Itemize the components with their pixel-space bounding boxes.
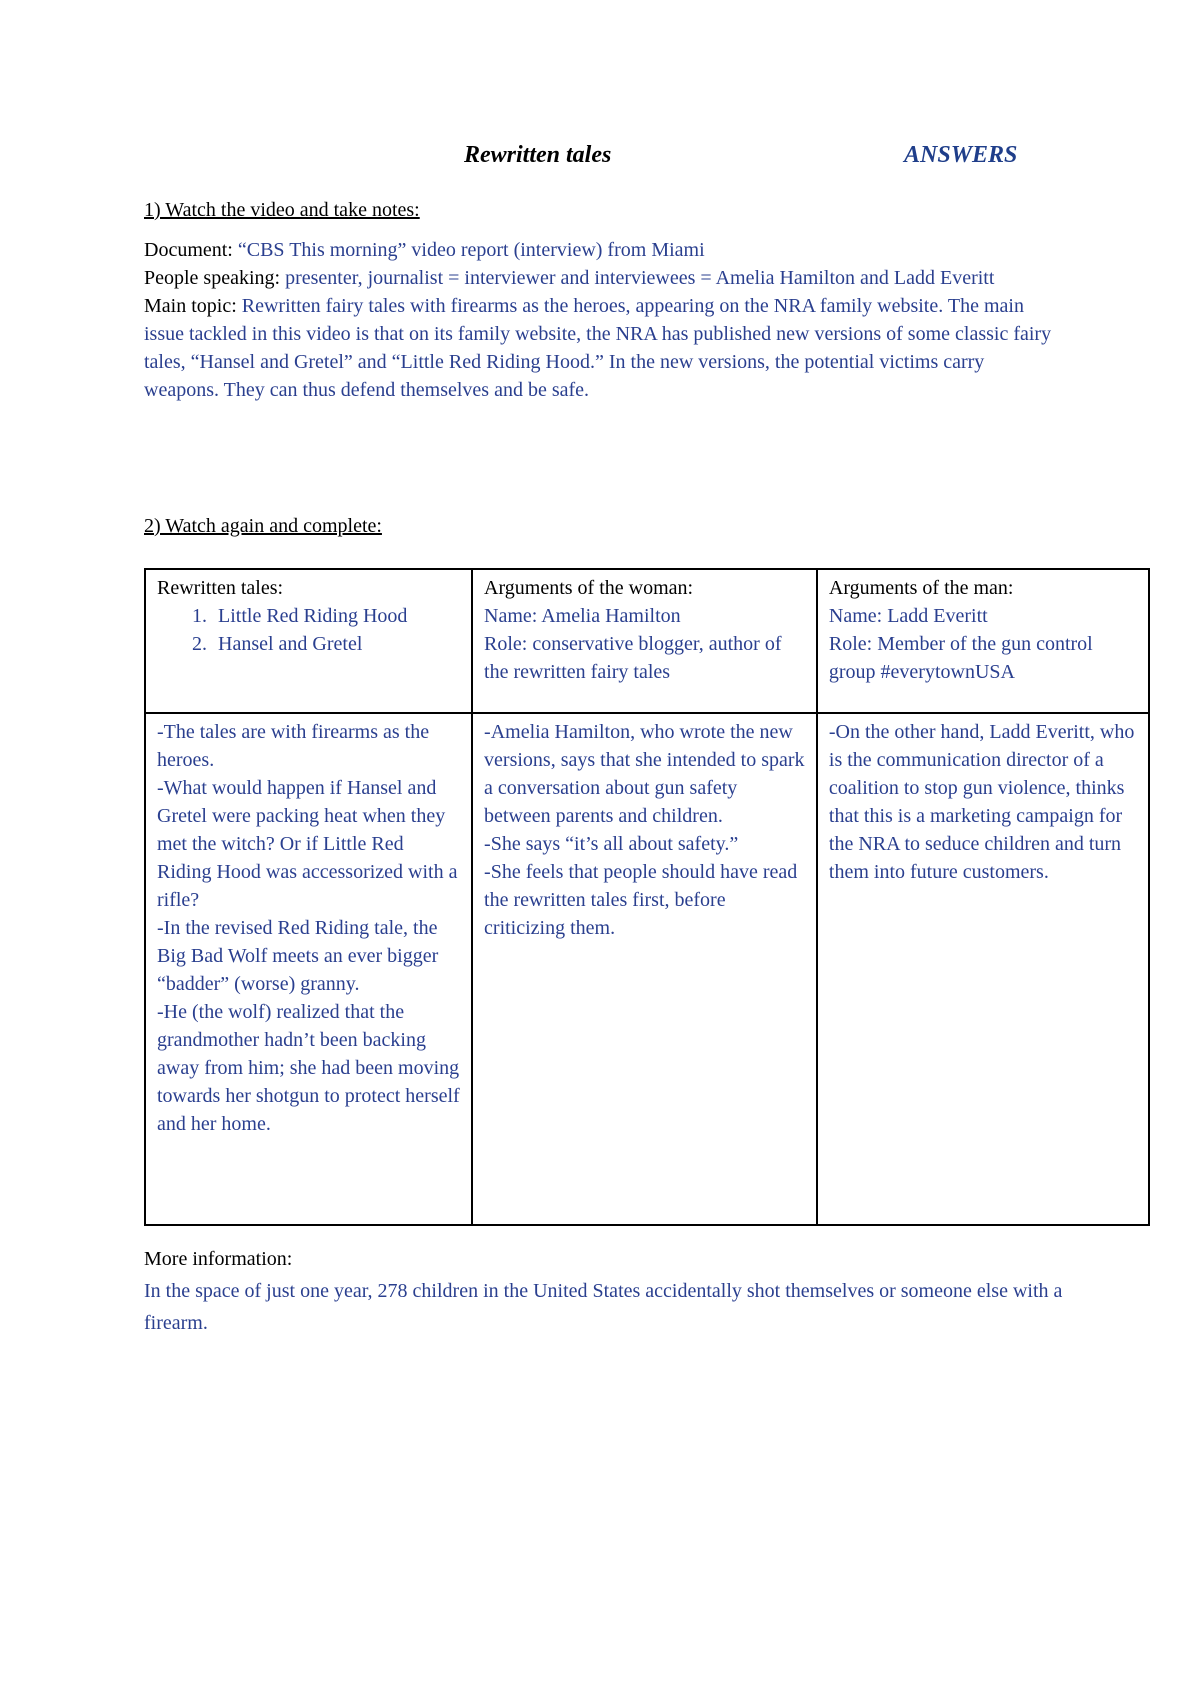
woman-note: -Amelia Hamilton, who wrote the new versions, says that she intended to spark a conversation about gun safety between parents and children.	[484, 721, 805, 827]
man-role: Role: Member of the gun control group #everytownUSA	[828, 633, 1093, 683]
tales-header: Rewritten tales:	[157, 577, 284, 599]
document-value: “CBS This morning” video report (interview) from Miami	[237, 239, 705, 261]
man-name: Name: Ladd Everitt	[828, 605, 988, 627]
people-value: presenter, journalist = interviewer and interviewees = Amelia Hamilton and Ladd Everitt	[285, 267, 995, 289]
tales-header-cell	[145, 569, 472, 713]
more-info-label: More information:	[144, 1248, 293, 1270]
tales-note: -He (the wolf) realized that the grandmother hadn’t been backing away from him; she had been moving towards her shotgun to protect herself and her home.	[157, 1001, 460, 1135]
man-note: -On the other hand, Ladd Everitt, who is the communication director of a coalition to stop gun violence, thinks that this is a marketing campaign for the NRA to seduce children and turn them into future customers.	[828, 721, 1135, 883]
section1-heading: 1) Watch the video and take notes:	[144, 199, 420, 221]
more-info-block	[144, 1243, 1064, 1339]
topic-label: Main topic:	[144, 295, 242, 317]
people-line	[144, 264, 1064, 292]
tales-note: -What would happen if Hansel and Gretel were packing heat when they met the witch? Or if Little Red Riding Hood was accessorized with a rifle?	[157, 777, 458, 911]
answers-table	[144, 568, 1150, 1226]
man-header-cell	[817, 569, 1149, 713]
document-line	[144, 236, 1064, 264]
section2-heading: 2) Watch again and complete:	[144, 515, 382, 537]
list-item: 2. Hansel and Gretel	[212, 630, 461, 658]
more-info-text: In the space of just one year, 278 children in the United States accidentally shot themselves or someone else with a firearm.	[144, 1280, 1063, 1334]
woman-header-cell	[472, 569, 817, 713]
woman-role: Role: conservative blogger, author of the rewritten fairy tales	[484, 633, 782, 683]
tales-note: -The tales are with firearms as the heroes.	[157, 721, 430, 771]
list-item: 1. Little Red Riding Hood	[212, 602, 461, 630]
woman-body-cell	[472, 713, 817, 1225]
table-body-row	[145, 713, 1149, 1225]
answers-label: ANSWERS	[904, 142, 1018, 168]
topic-value: Rewritten fairy tales with firearms as the heroes, appearing on the NRA family website. The main issue tackled in this video is that on its family website, the NRA has published new versions of some classic fairy tales, “Hansel and Gretel” and “Little Red Riding Hood.” In the new versions, the potential victims carry weapons. They can thus defend themselves and be safe.	[144, 295, 1052, 401]
woman-name: Name: Amelia Hamilton	[484, 605, 681, 627]
woman-header: Arguments of the woman:	[484, 577, 694, 599]
tales-body-cell	[145, 713, 472, 1225]
table-header-row	[145, 569, 1149, 713]
notes-block	[144, 236, 1064, 404]
page-title: Rewritten tales	[464, 142, 612, 168]
people-label: People speaking:	[144, 267, 286, 289]
man-body-cell	[817, 713, 1149, 1225]
woman-note: -She says “it’s all about safety.”	[484, 833, 739, 855]
topic-line	[144, 292, 1064, 404]
tales-list	[157, 602, 461, 658]
man-header: Arguments of the man:	[828, 577, 1014, 599]
document-label: Document:	[144, 239, 238, 261]
tales-note: -In the revised Red Riding tale, the Big Bad Wolf meets an ever bigger “badder” (worse) granny.	[157, 917, 439, 995]
woman-note: -She feels that people should have read the rewritten tales first, before criticizing them.	[484, 861, 798, 939]
